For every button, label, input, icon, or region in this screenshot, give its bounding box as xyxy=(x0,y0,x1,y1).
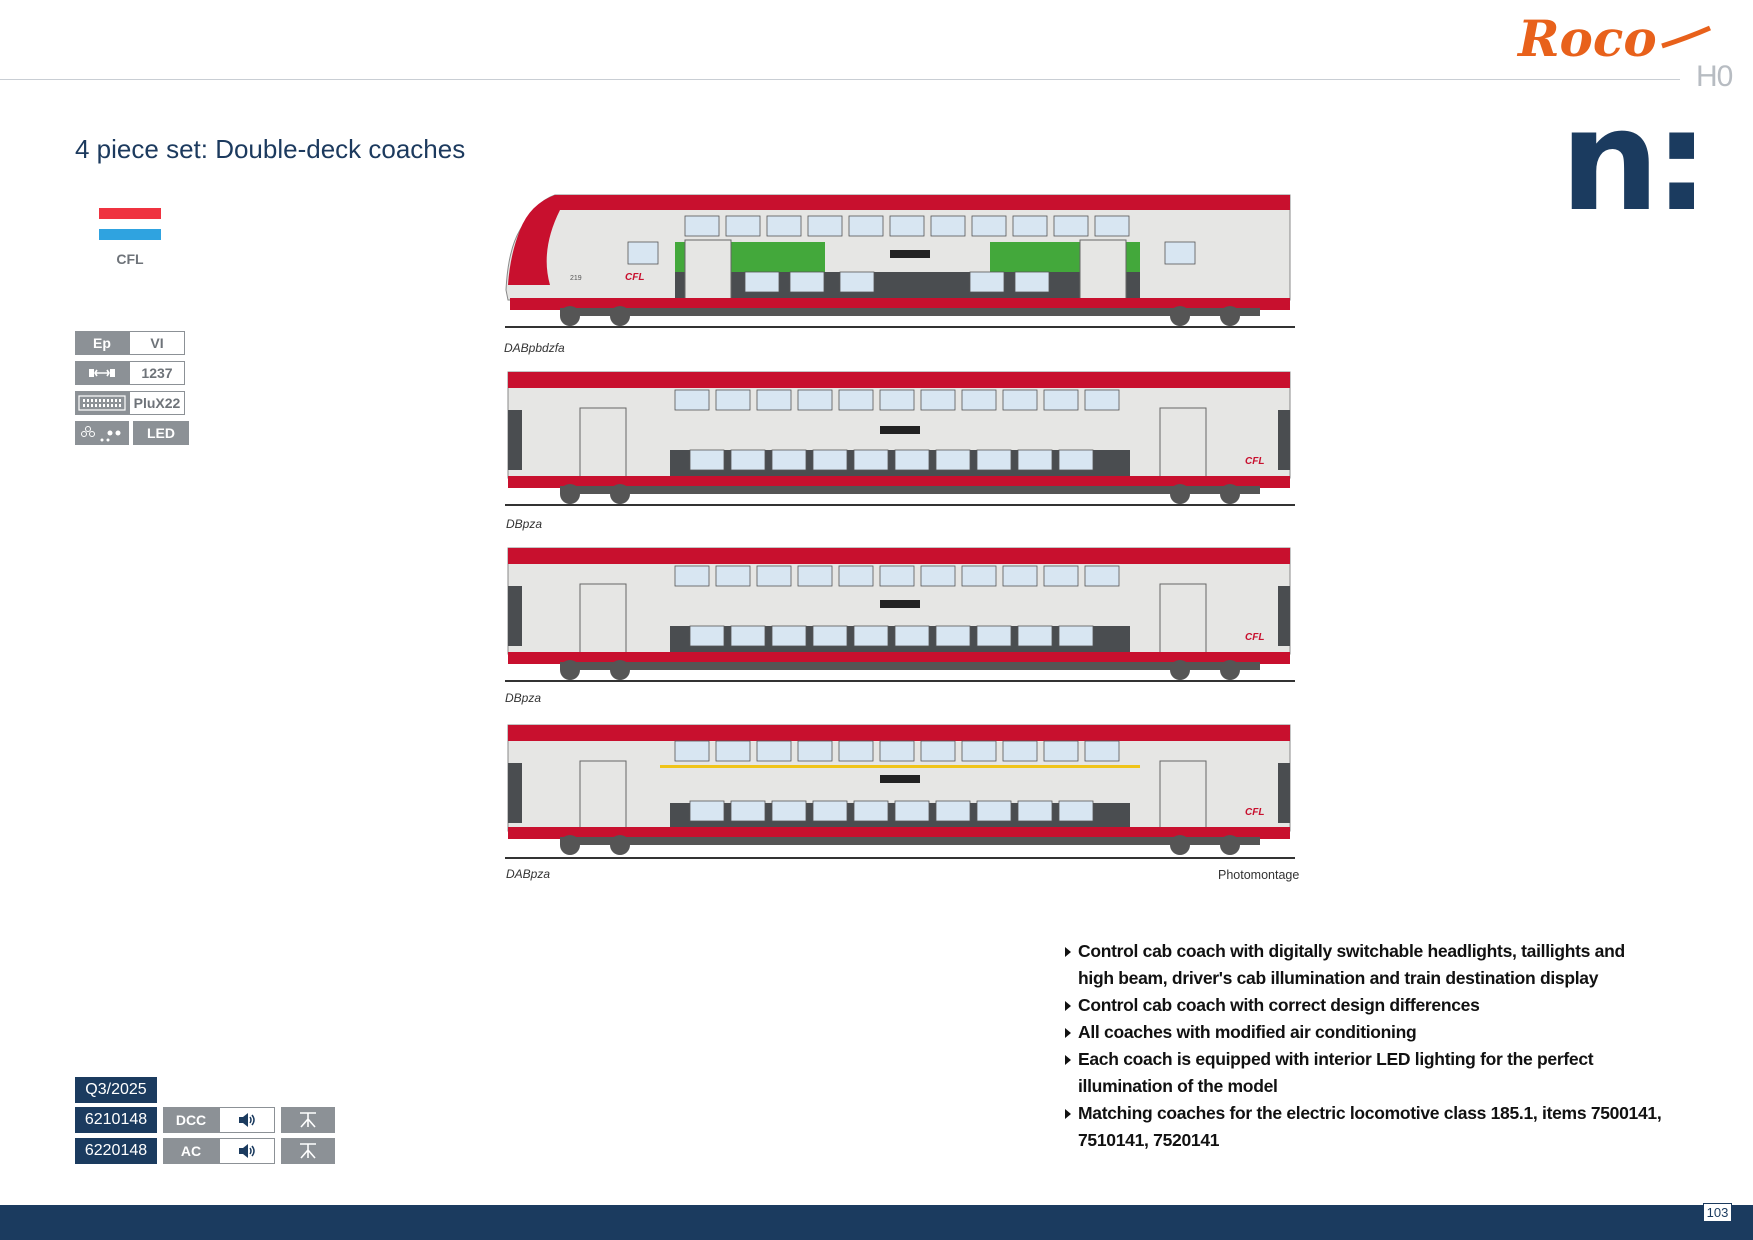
pantograph-coupler-icon xyxy=(281,1138,335,1164)
availability-badge: Q3/2025 xyxy=(75,1077,157,1103)
bullet-arrow-icon xyxy=(1065,1109,1071,1119)
coach-label: DBpza xyxy=(505,691,542,705)
feature-item: Control cab coach with digitally switchable headlights, taillights and high beam, driver's cab illumination and train destination display xyxy=(1062,938,1662,992)
lighting-icon xyxy=(75,421,129,445)
spec-interface xyxy=(75,391,185,415)
header-rule xyxy=(0,79,1680,80)
coach-image-1 xyxy=(500,190,1300,332)
feature-item: Matching coaches for the electric locomotive class 185.1, items 7500141, 7510141, 7520141 xyxy=(1062,1100,1662,1154)
length-over-buffers-icon xyxy=(75,361,129,385)
railway-name: CFL xyxy=(116,251,144,267)
item-row xyxy=(75,1107,335,1133)
bullet-arrow-icon xyxy=(1065,1055,1071,1065)
system-badge: DCC xyxy=(163,1107,219,1133)
page-number: 103 xyxy=(1703,1203,1732,1222)
speaker-icon xyxy=(219,1107,275,1133)
page-title: 4 piece set: Double-deck coaches xyxy=(75,134,466,164)
item-number: 6220148 xyxy=(75,1138,157,1164)
coach-logo: CFL xyxy=(1245,632,1265,643)
coach-image-2 xyxy=(500,368,1300,510)
spec-value: VI xyxy=(129,331,185,355)
svg-text:Roco: Roco xyxy=(1518,10,1657,68)
spec-value: PluX22 xyxy=(129,391,185,415)
pantograph-coupler-icon xyxy=(281,1107,335,1133)
coach-label: DBpza xyxy=(506,517,543,531)
spec-epoch xyxy=(75,331,185,355)
feature-list xyxy=(1062,938,1662,1154)
coach-logo: CFL xyxy=(1245,807,1265,818)
item-row xyxy=(75,1138,335,1164)
item-number: 6210148 xyxy=(75,1107,157,1133)
footer-bar xyxy=(0,1205,1753,1240)
coach-image-4 xyxy=(500,721,1300,863)
spec-value: 1237 xyxy=(129,361,185,385)
feature-item: Each coach is equipped with interior LED lighting for the perfect illumination of the model xyxy=(1062,1046,1662,1100)
bullet-arrow-icon xyxy=(1065,1028,1071,1038)
speaker-icon xyxy=(219,1138,275,1164)
coach-label: DABpza xyxy=(506,867,551,881)
category-mark: n: xyxy=(1560,80,1704,243)
coach-logo: CFL xyxy=(1245,456,1265,467)
bullet-arrow-icon xyxy=(1065,947,1071,957)
coach-logo: CFL xyxy=(625,272,645,283)
feature-item: Control cab coach with correct design differences xyxy=(1062,992,1662,1019)
spec-lighting xyxy=(75,421,189,445)
epoch-label: Ep xyxy=(75,331,129,355)
coach-image-3 xyxy=(500,544,1300,686)
spec-value: LED xyxy=(133,421,189,445)
system-badge: AC xyxy=(163,1138,219,1164)
spec-length xyxy=(75,361,185,385)
coach-label: DABpbdzfa xyxy=(504,341,565,355)
luxembourg-flag-icon xyxy=(99,208,161,240)
photomontage-note: Photomontage xyxy=(1218,868,1300,882)
bullet-arrow-icon xyxy=(1065,1001,1071,1011)
decoder-interface-icon xyxy=(75,391,129,415)
roco-logo xyxy=(1512,10,1712,70)
feature-item: All coaches with modified air conditioning xyxy=(1062,1019,1662,1046)
scale-label: H0 xyxy=(1696,60,1733,93)
coach-number: 219 xyxy=(570,275,582,282)
